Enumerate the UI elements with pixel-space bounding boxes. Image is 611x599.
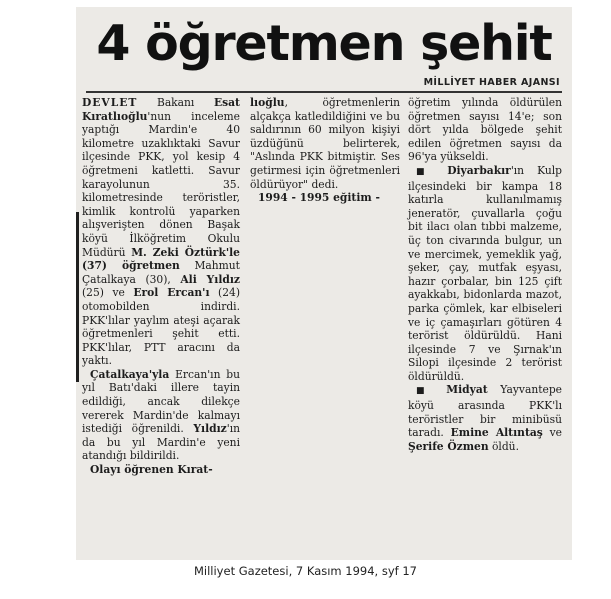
person-name: Yıldız (193, 422, 227, 436)
newspaper-clipping (76, 7, 572, 560)
headline: 4 öğretmen şehit (96, 15, 552, 72)
person-name: Emine Altıntaş (450, 426, 543, 440)
place-name: Diyarbakır (447, 163, 511, 177)
headline-divider (86, 91, 562, 93)
image-caption: Milliyet Gazetesi, 7 Kasım 1994, syf 17 (193, 564, 417, 578)
paragraph: ■ Diyarbakır'ın Kulp ilçesindeki bir kampa 18 katırla kullanılmamış jeneratör, çuvallarla çoğu bit ilacı olan tıbbi malzeme, üç ton civarında bulgur, un ve mercimek, yemeklik yağ, şeker, çay, mutfak eşyası, hazır çorbalar, bin 125 çift ayakkabı, bidonlarda mazot, parka çömlek, kar elbiseleri ve iç çamaşırları götüren 4 terörist öldürüldü. Hani ilçesinde 7 ve Şırnak'ın Silopi ilçesinde 2 terörist öldürüldü. (408, 163, 562, 383)
person-name: Esat Kıratlıoğlu (82, 96, 240, 123)
person-name: Şerife Özmen (408, 439, 489, 453)
person-name: lıoğlu (250, 96, 285, 109)
person-name: Çatalkaya'yla (90, 367, 170, 381)
bullet-square-icon: ■ (416, 166, 435, 177)
place-name: Midyat (446, 383, 488, 397)
paragraph: 1994 - 1995 eğitim - (258, 191, 380, 205)
paragraph: Çatalkaya'yla Ercan'ın bu yıl Batı'daki illere tayin edildiği, ancak dilekçe vererek Mardin'de kalmayı istediği öğrenildi. Yıldız'ın da bu yıl Mardin'e yeni atandığı bildirildi. (82, 367, 240, 463)
paragraph: lıoğlu, öğretmenlerin alçakça katledildiğini ve bu saldırının 60 milyon kişiyi üzdüğünü belirterek, "Aslında PKK bitmiştir. Ses getirmesi için öğretmenleri öldürüyor" dedi. (250, 96, 400, 191)
paragraph: öğretim yılında öldürülen öğretmen sayısı 14'e; son dört yılda bölgede şehit edilen öğretmen sayısı da 96'ya yükseldi. (408, 96, 562, 164)
article-column-1 (82, 96, 240, 477)
bullet-square-icon: ■ (416, 386, 434, 397)
person-name: Erol Ercan'ı (133, 286, 210, 300)
person-name: Kırat- (177, 463, 213, 477)
news-agency-byline: MİLLİYET HABER AJANSI (423, 77, 560, 88)
article-column-2 (250, 96, 400, 205)
lead-word: DEVLET (82, 96, 138, 109)
paragraph: DEVLET Bakanı Esat Kıratlıoğlu'nun inceleme yaptığı Mardin'e 40 kilometre uzaklıktaki Savur ilçesinde PKK, yol kesip 4 öğretmeni katletti. Savur karayolunun 35. kilometresinde teröristler, kimlik kontrolü yaparken alışverişten dönen Başak köyü İlköğretim Okulu Müdürü M. Zeki Öztürk'le (37) öğretmen Mahmut Çatalkaya (30), Ali Yıldız (25) ve Erol Ercan'ı (24) otomobilden indirdi. PKK'lılar yaylım ateşi açarak öğretmenleri şehit etti. PKK'lılar, PTT aracını da yaktı. (82, 96, 240, 368)
margin-marker-line (76, 212, 79, 382)
paragraph: ■ Midyat Yayvantepe köyü arasında PKK'lı teröristler bir minibüsü taradı. Emine Altıntaş ve Şerife Özmen öldü. (408, 383, 562, 453)
person-name: M. Zeki Öztürk'le (37) öğretmen (82, 245, 240, 273)
person-name: Ali Yıldız (180, 272, 240, 286)
article-column-3 (408, 96, 562, 453)
paragraph: Olayı öğrenen Kırat- (90, 463, 213, 477)
